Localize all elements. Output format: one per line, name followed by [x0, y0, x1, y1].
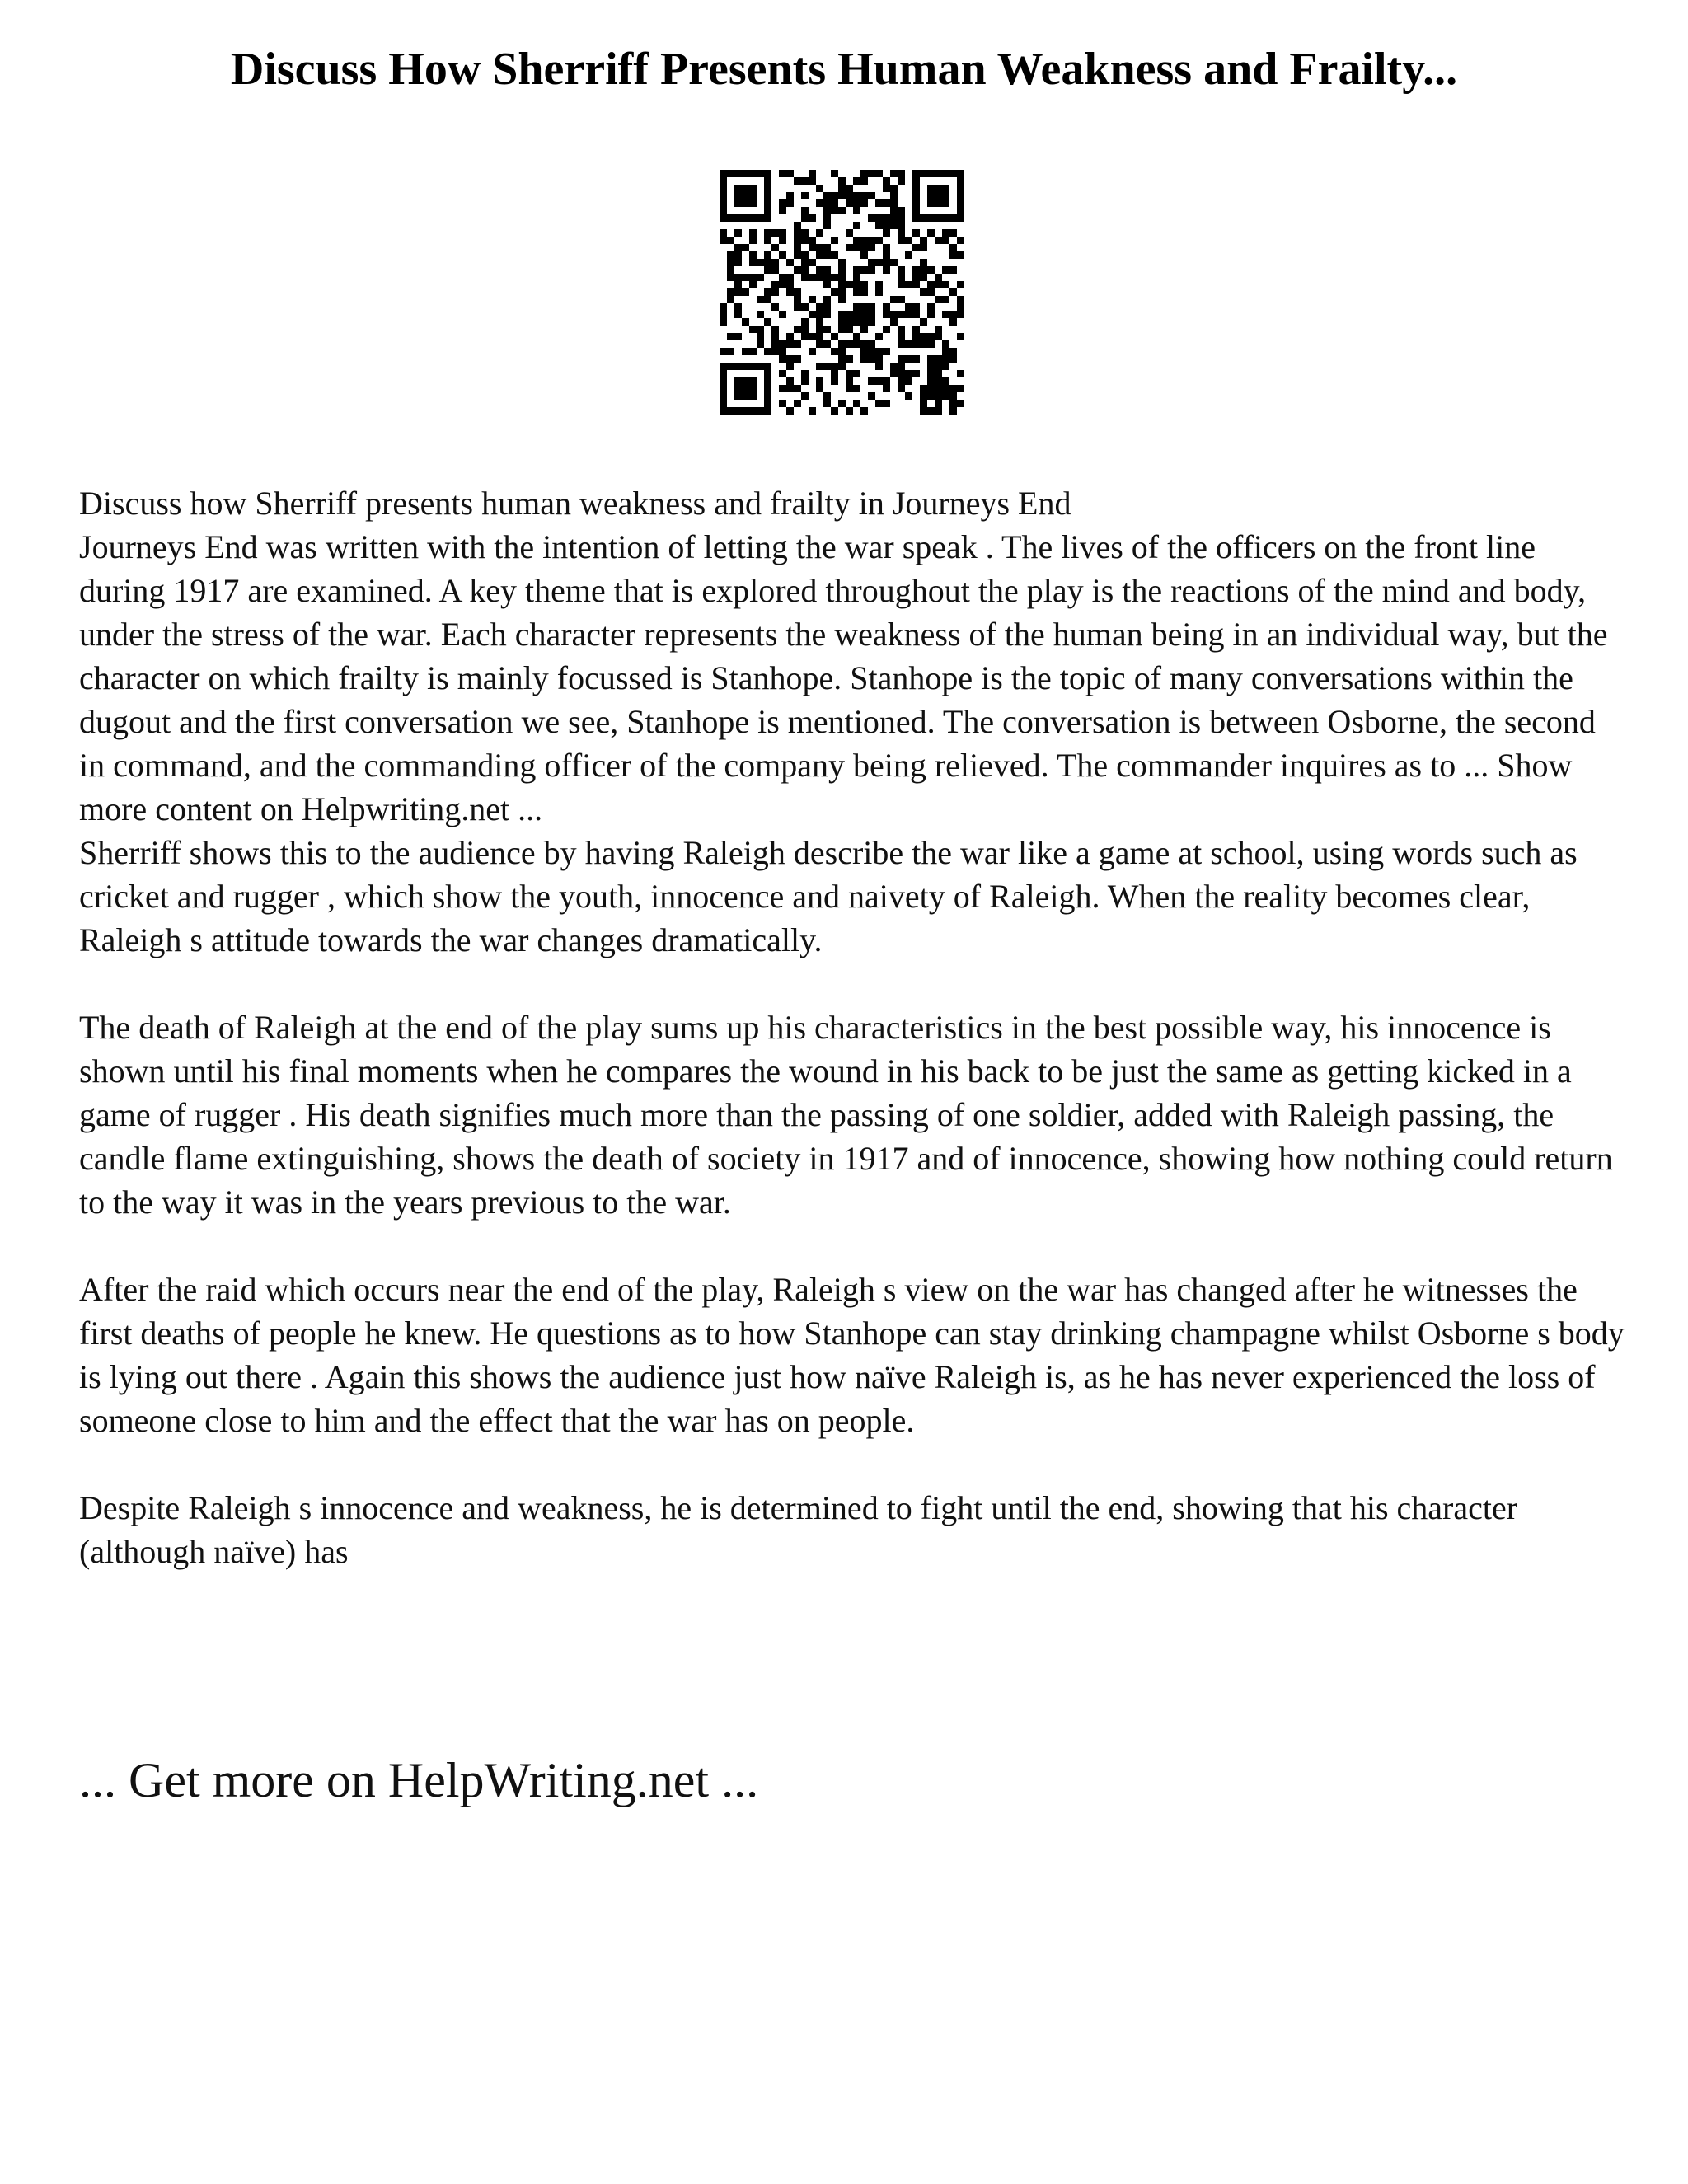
- get-more-link[interactable]: ... Get more on HelpWriting.net ...: [79, 1753, 759, 1807]
- paragraph: Despite Raleigh s innocence and weakness, he is determined to fight until the end, showing that his character (although naïve) has: [79, 1489, 1518, 1570]
- paragraph: The death of Raleigh at the end of the play sums up his characteristics in the best possible way, his innocence is shown until his final moments when he compares the wound in his back to be just the same as getting kicked in a game of rugger . His death signifies much more than the passing of one soldier, added with Raleigh passing, the candle flame extinguishing, shows the death of society in 1917 and of innocence, showing how nothing could return to the way it was in the years previous to the war.: [79, 1009, 1613, 1221]
- paragraph: Sherriff shows this to the audience by having Raleigh describe the war like a game at school, using words such as cricket and rugger , which show the youth, innocence and naivety of Raleigh. When the reality becomes clear, Raleigh s attitude towards the war changes dramatically.: [79, 834, 1578, 958]
- paragraph: Journeys End was written with the intention of letting the war speak . The lives of the officers on the front line during 1917 are examined. A key theme that is explored throughout the play is the reactions of the mind and body, under the stress of the war. Each character represents the weakness of the human being in an individual way, but the character on which frailty is mainly focussed is Stanhope. Stanhope is the topic of many conversations within the dugout and the first conversation we see, Stanhope is mentioned. The conversation is between Osborne, the second in command, and the commanding officer of the company being relieved. The commander inquires as to ... Show more content on Helpwriting.net ...: [79, 528, 1608, 827]
- qr-code-icon: [720, 170, 964, 415]
- paragraph: After the raid which occurs near the end of the play, Raleigh s view on the war has changed after he witnesses the first deaths of people he knew. He questions as to how Stanhope can stay drinking champagne whilst Osborne s body is lying out there . Again this shows the audience just how naïve Raleigh is, as he has never experienced the loss of someone close to him and the effect that the war has on people.: [79, 1271, 1625, 1439]
- document-body: [79, 481, 1629, 1573]
- document-title: Discuss How Sherriff Presents Human Weakness and Frailty...: [230, 44, 1458, 95]
- intro-line: Discuss how Sherriff presents human weakness and frailty in Journeys End: [79, 485, 1071, 522]
